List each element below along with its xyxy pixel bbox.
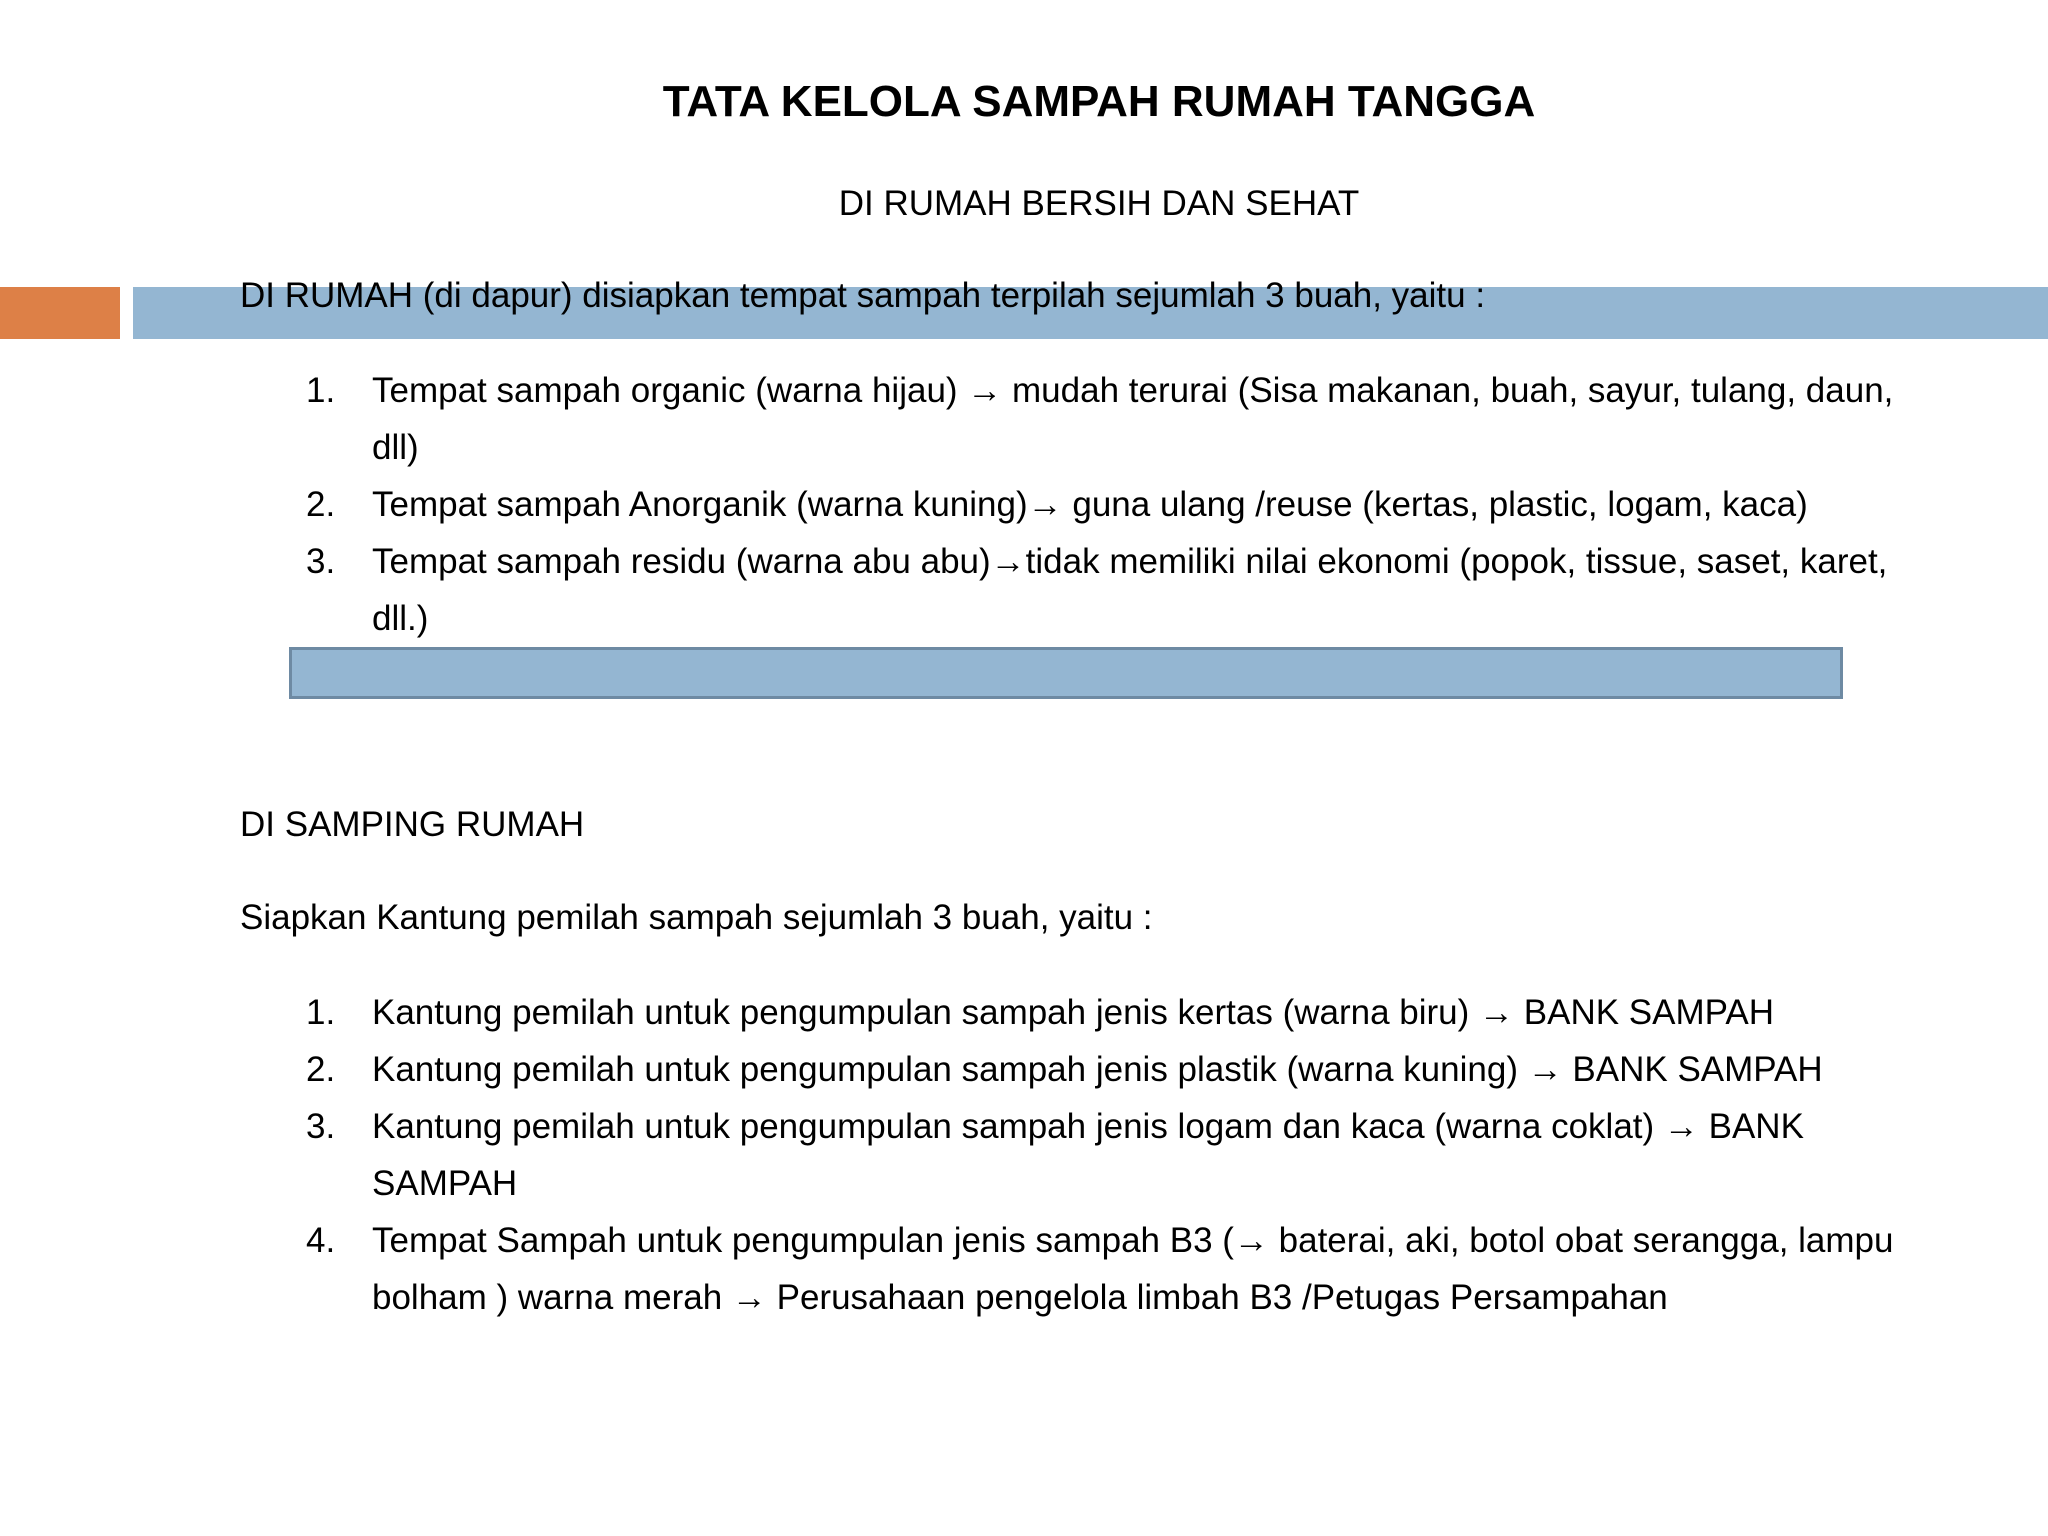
accent-bar-orange: [0, 287, 120, 339]
list-text: Tempat sampah residu (warna abu abu)→tidak memiliki nilai ekonomi (popok, tissue, saset, karet, dll.): [372, 542, 1888, 638]
list-text: Tempat sampah organic (warna hijau) → mudah terurai (Sisa makanan, buah, sayur, tulang, daun, dll): [372, 371, 1894, 467]
page-subtitle: DI RUMAH BERSIH DAN SEHAT: [838, 184, 1360, 223]
list-number: 2.: [306, 1050, 336, 1089]
list-item: [300, 362, 1920, 476]
divider-box: [289, 647, 1843, 699]
section2-intro: Siapkan Kantung pemilah sampah sejumlah 3 buah, yaitu :: [240, 898, 1153, 937]
list-text: Kantung pemilah untuk pengumpulan sampah jenis kertas (warna biru) → BANK SAMPAH: [372, 993, 1774, 1032]
list-text: Kantung pemilah untuk pengumpulan sampah jenis logam dan kaca (warna coklat) → BANK SAMPAH: [372, 1107, 1804, 1203]
list-item: [300, 1098, 1920, 1212]
list-text: Tempat Sampah untuk pengumpulan jenis sampah B3 (→ baterai, aki, botol obat serangga, lampu bolham ) warna merah → Perusahaan pengelola limbah B3 /Petugas Persampahan: [372, 1221, 1894, 1317]
outdoor-bag-list: [300, 984, 1920, 1326]
indoor-bin-list: [300, 362, 1920, 647]
list-number: 4.: [306, 1221, 336, 1260]
intro-text: DI RUMAH (di dapur) disiapkan tempat sampah terpilah sejumlah 3 buah, yaitu :: [240, 276, 1486, 315]
list-item: [300, 984, 1920, 1041]
list-item: [300, 1212, 1920, 1326]
list-item: [300, 1041, 1920, 1098]
list-number: 1.: [306, 371, 336, 410]
list-item: [300, 476, 1920, 533]
list-number: 2.: [306, 485, 336, 524]
list-number: 1.: [306, 993, 336, 1032]
list-number: 3.: [306, 1107, 336, 1146]
list-text: Kantung pemilah untuk pengumpulan sampah jenis plastik (warna kuning) → BANK SAMPAH: [372, 1050, 1823, 1089]
page-title: TATA KELOLA SAMPAH RUMAH TANGGA: [662, 77, 1536, 126]
section2-heading: DI SAMPING RUMAH: [240, 805, 585, 844]
list-item: [300, 533, 1920, 647]
list-text: Tempat sampah Anorganik (warna kuning)→ guna ulang /reuse (kertas, plastic, logam, kaca): [372, 485, 1808, 524]
list-number: 3.: [306, 542, 336, 581]
